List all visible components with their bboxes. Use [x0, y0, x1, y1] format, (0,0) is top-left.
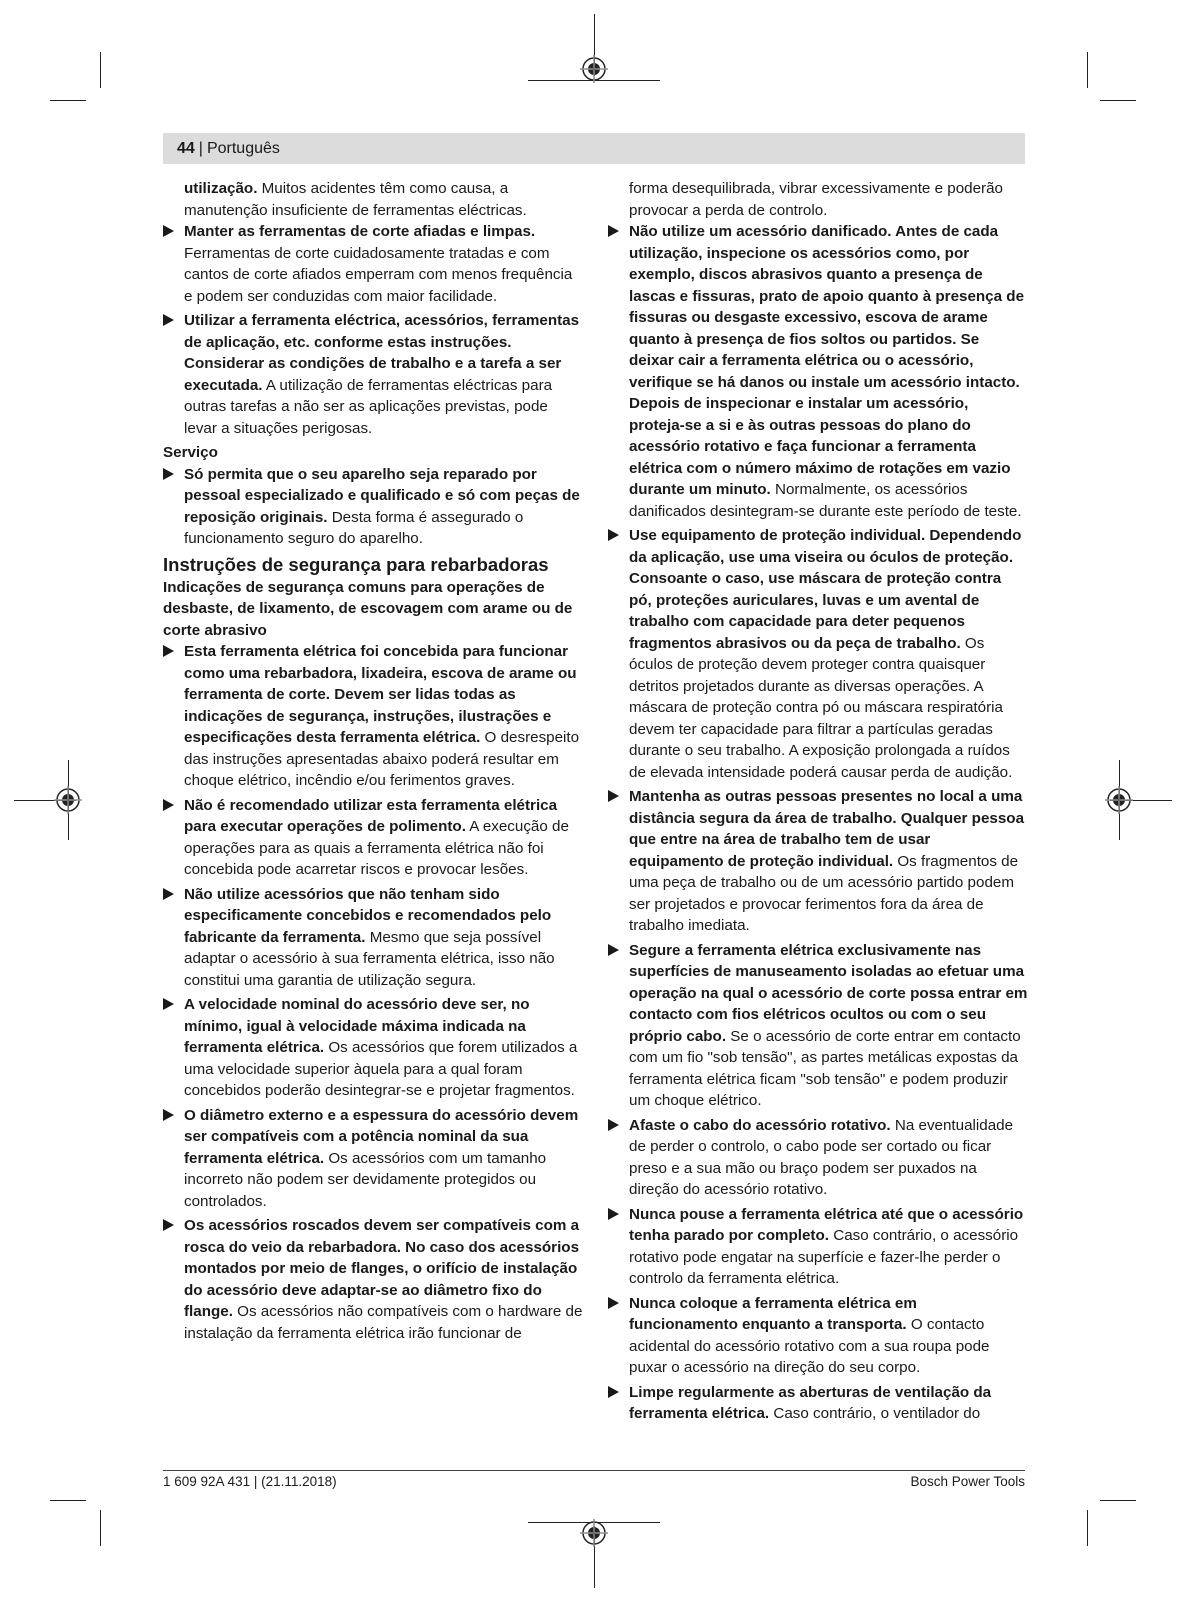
crop-mark [1100, 1500, 1136, 1501]
item-text: Os fragmentos de uma peça de trabalho ou de um acessório partido podem ser projetados e provocar ferimentos fora da área de trabalho imediata. [629, 852, 1019, 934]
item-text: A execução de operações para as quais a ferramenta elétrica não foi concebida pode acarretar riscos e provocar lesões. [184, 818, 569, 878]
item-bold: O diâmetro externo e a espessura do acessório devem ser compatíveis com a potência nominal da sua ferramenta elétrica. [184, 1106, 579, 1167]
bullet-arrow-icon [608, 1119, 619, 1131]
list-item [163, 1105, 583, 1213]
item-text: Os acessórios com um tamanho incorreto não podem ser devidamente protegidos ou controlados. [184, 1149, 547, 1210]
item-text: Na eventualidade de perder o controlo, o cabo pode ser cortado ou ficar preso e a sua mão ou braço podem ser puxados na direção do acessório rotativo. [629, 1116, 1014, 1198]
bullet-arrow-icon [608, 1386, 619, 1398]
registration-target-icon [580, 1519, 608, 1547]
item-bold: Mantenha as outras pessoas presentes no local a uma distância segura da área de trabalho. Qualquer pessoa que entre na área de trabalho tem de usar equipamento de proteção individual. [629, 788, 1025, 870]
section-heading: Instruções de segurança para rebarbadoras [163, 553, 549, 575]
item-text: Caso contrário, o acessório rotativo pode engatar na superfície e fazer-lhe perder o controlo da ferramenta elétrica. [629, 1227, 1019, 1287]
crop-mark [1087, 1510, 1088, 1546]
crop-mark [100, 1510, 101, 1546]
bullet-arrow-icon [608, 1297, 619, 1309]
item-text: Desta forma é assegurado o funcionamento seguro do aparelho. [184, 508, 524, 547]
bullet-arrow-icon [163, 888, 174, 900]
item-text: A utilização de ferramentas eléctricas para outras tarefas a não ser as aplicações previstas, pode levar a situações perigosas. [184, 376, 553, 437]
list-item [163, 1215, 583, 1344]
service-heading: Serviço [163, 444, 218, 461]
item-bold: Esta ferramenta elétrica foi concebida para funcionar como uma rebarbadora, lixadeira, escova de arame ou ferramenta de corte. Devem ser lidas todas as indicações de segurança, instruções, ilustrações e especificações desta ferramenta elétrica. [184, 643, 577, 746]
list-item [163, 310, 583, 439]
bullet-arrow-icon [163, 799, 174, 811]
item-bold: Utilizar a ferramenta eléctrica, acessórios, ferramentas de aplicação, etc. conforme estas instruções. Considerar as condições de trabalho e a tarefa a ser executada. [184, 312, 580, 394]
list-item [608, 786, 1028, 937]
registration-target-icon [1105, 786, 1133, 814]
list-item [608, 1204, 1028, 1290]
item-text: Os óculos de proteção devem proteger contra quaisquer detritos projetados durante as diversas operações. A máscara de proteção contra pó ou máscara respiratória devem ter capacidade para filtrar a partículas geradas durante o seu trabalho. A exposição prolongada a ruídos de elevada intensidade poderá causar perda de audição. [629, 634, 1013, 781]
intro-text: Muitos acidentes têm como causa, a manutenção insuficiente de ferramentas eléctricas. [184, 180, 527, 219]
item-bold: Não é recomendado utilizar esta ferramenta elétrica para executar operações de polimento. [184, 796, 558, 835]
footer-document-id: 1 609 92A 431 | (21.11.2018) [163, 1474, 337, 1489]
bullet-arrow-icon [608, 529, 619, 541]
item-text: Normalmente, os acessórios danificados desintegram-se durante este período de teste. [629, 481, 1022, 520]
bullet-arrow-icon [163, 998, 174, 1010]
list-item [163, 884, 583, 992]
item-bold: Não utilize acessórios que não tenham sido especificamente concebidos e recomendados pelo fabricante da ferramenta. [184, 885, 552, 946]
intro-paragraph [163, 178, 583, 221]
bullet-arrow-icon [163, 645, 174, 657]
crop-mark [50, 100, 86, 101]
bullet-arrow-icon [163, 225, 174, 237]
crop-mark [1087, 52, 1088, 88]
footer-brand: Bosch Power Tools [910, 1474, 1025, 1489]
list-item [608, 1382, 1028, 1425]
subsection-heading: Indicações de segurança comuns para operações de desbaste, de lixamento, de escovagem com arame ou de corte abrasivo [163, 578, 573, 639]
crop-mark [100, 52, 101, 88]
item-bold: A velocidade nominal do acessório deve ser, no mínimo, igual à velocidade máxima indicada na ferramenta elétrica. [184, 996, 530, 1056]
item-bold: Não utilize um acessório danificado. Antes de cada utilização, inspecione os acessórios como, por exemplo, discos abrasivos quanto a presença de lascas e fissuras, prato de apoio quanto à presença de fissuras ou desgaste excessivo, escova de arame quanto à presença de fios soltos ou partidos. Se deixar cair a ferramenta elétrica ou o acessório, verifique se há danos ou instale um acessório intacto. Depois de inspecionar e instalar um acessório, proteja-se a si e às outras pessoas do plano do acessório rotativo e faça funcionar a ferramenta elétrica com o número máximo de rotações em vazio durante um minuto. [629, 223, 1025, 498]
list-item [163, 464, 583, 550]
bullet-arrow-icon [163, 314, 174, 326]
item-bold: Só permita que o seu aparelho seja reparado por pessoal especializado e qualificado e só com peças de reposição originais. [184, 465, 580, 526]
header-language: Português [206, 139, 280, 157]
item-text: O contacto acidental do acessório rotativo com a sua roupa pode puxar o acessório na direção do seu corpo. [629, 1316, 990, 1376]
list-item [163, 795, 583, 881]
intro-bold: utilização. [184, 180, 258, 197]
list-item [608, 1293, 1028, 1379]
page-header [163, 133, 1025, 164]
continuation-paragraph: forma desequilibrada, vibrar excessivamente e poderão provocar a perda de controlo. [629, 180, 1003, 219]
right-column [608, 178, 1028, 1428]
bullet-arrow-icon [608, 944, 619, 956]
page-number: 44 [177, 139, 195, 157]
item-text: Os acessórios não compatíveis com o hardware de instalação da ferramenta elétrica irão funcionar de [184, 1303, 583, 1342]
crop-mark [1100, 100, 1136, 101]
item-text: Caso contrário, o ventilador do [769, 1405, 981, 1422]
item-text: Se o acessório de corte entrar em contacto com um fio "sob tensão", as partes metálicas expostas da ferramenta elétrica ficam "sob tensão" e podem produzir um choque elétrico. [629, 1027, 1021, 1109]
item-bold: Use equipamento de proteção individual. Dependendo da aplicação, use uma viseira ou óculos de proteção. Consoante o caso, use máscara de proteção contra pó, proteções auriculares, luvas e um avental de trabalho com capacidade para deter pequenos fragmentos abrasivos ou da peça de trabalho. [629, 527, 1022, 652]
list-item [608, 525, 1028, 783]
item-text: O desrespeito das instruções apresentadas abaixo poderá resultar em choque elétrico, incêndio e/ou ferimentos graves. [184, 729, 580, 789]
item-bold: Nunca coloque a ferramenta elétrica em funcionamento enquanto a transporta. [629, 1294, 917, 1333]
item-text: Mesmo que seja possível adaptar o acessório à sua ferramenta elétrica, isso não constitui uma garantia de utilização segura. [184, 928, 555, 989]
item-bold: Afaste o cabo do acessório rotativo. [629, 1116, 891, 1134]
footer-divider [163, 1470, 1025, 1471]
item-bold: Limpe regularmente as aberturas de ventilação da ferramenta elétrica. [629, 1383, 992, 1422]
item-bold: Os acessórios roscados devem ser compatíveis com a rosca do veio da rebarbadora. No caso dos acessórios montados por meio de flanges, o orifício de instalação do acessório deve adaptar-se ao diâmetro fixo do flange. [184, 1217, 580, 1320]
list-item [608, 221, 1028, 522]
bullet-arrow-icon [163, 1219, 174, 1231]
registration-target-icon [54, 786, 82, 814]
left-column [163, 178, 583, 1347]
bullet-arrow-icon [163, 468, 174, 480]
bullet-arrow-icon [163, 1109, 174, 1121]
header-separator: | [198, 139, 203, 157]
bullet-arrow-icon [608, 225, 619, 237]
item-bold: Manter as ferramentas de corte afiadas e limpas. [184, 223, 536, 240]
item-text: Ferramentas de corte cuidadosamente tratadas e com cantos de corte afiados emperram com menos frequência e podem ser conduzidas com maior facilidade. [184, 244, 573, 305]
crop-mark [50, 1500, 86, 1501]
list-item [163, 641, 583, 792]
list-item [163, 221, 583, 307]
bullet-arrow-icon [608, 790, 619, 802]
list-item [608, 1115, 1028, 1201]
item-bold: Nunca pouse a ferramenta elétrica até que o acessório tenha parado por completo. [629, 1205, 1024, 1244]
item-text: Os acessórios que forem utilizados a uma velocidade superior àquela para a qual foram concebidos poderão desintegrar-se e projetar fragmentos. [184, 1039, 578, 1099]
registration-target-icon [580, 55, 608, 83]
list-item [163, 994, 583, 1102]
list-item [608, 940, 1028, 1112]
item-bold: Segure a ferramenta elétrica exclusivamente nas superfícies de manuseamento isoladas ao efetuar uma operação na qual o acessório de corte possa entrar em contacto com fios elétricos ocultos ou com o seu próprio cabo. [629, 941, 1028, 1045]
bullet-arrow-icon [608, 1208, 619, 1220]
